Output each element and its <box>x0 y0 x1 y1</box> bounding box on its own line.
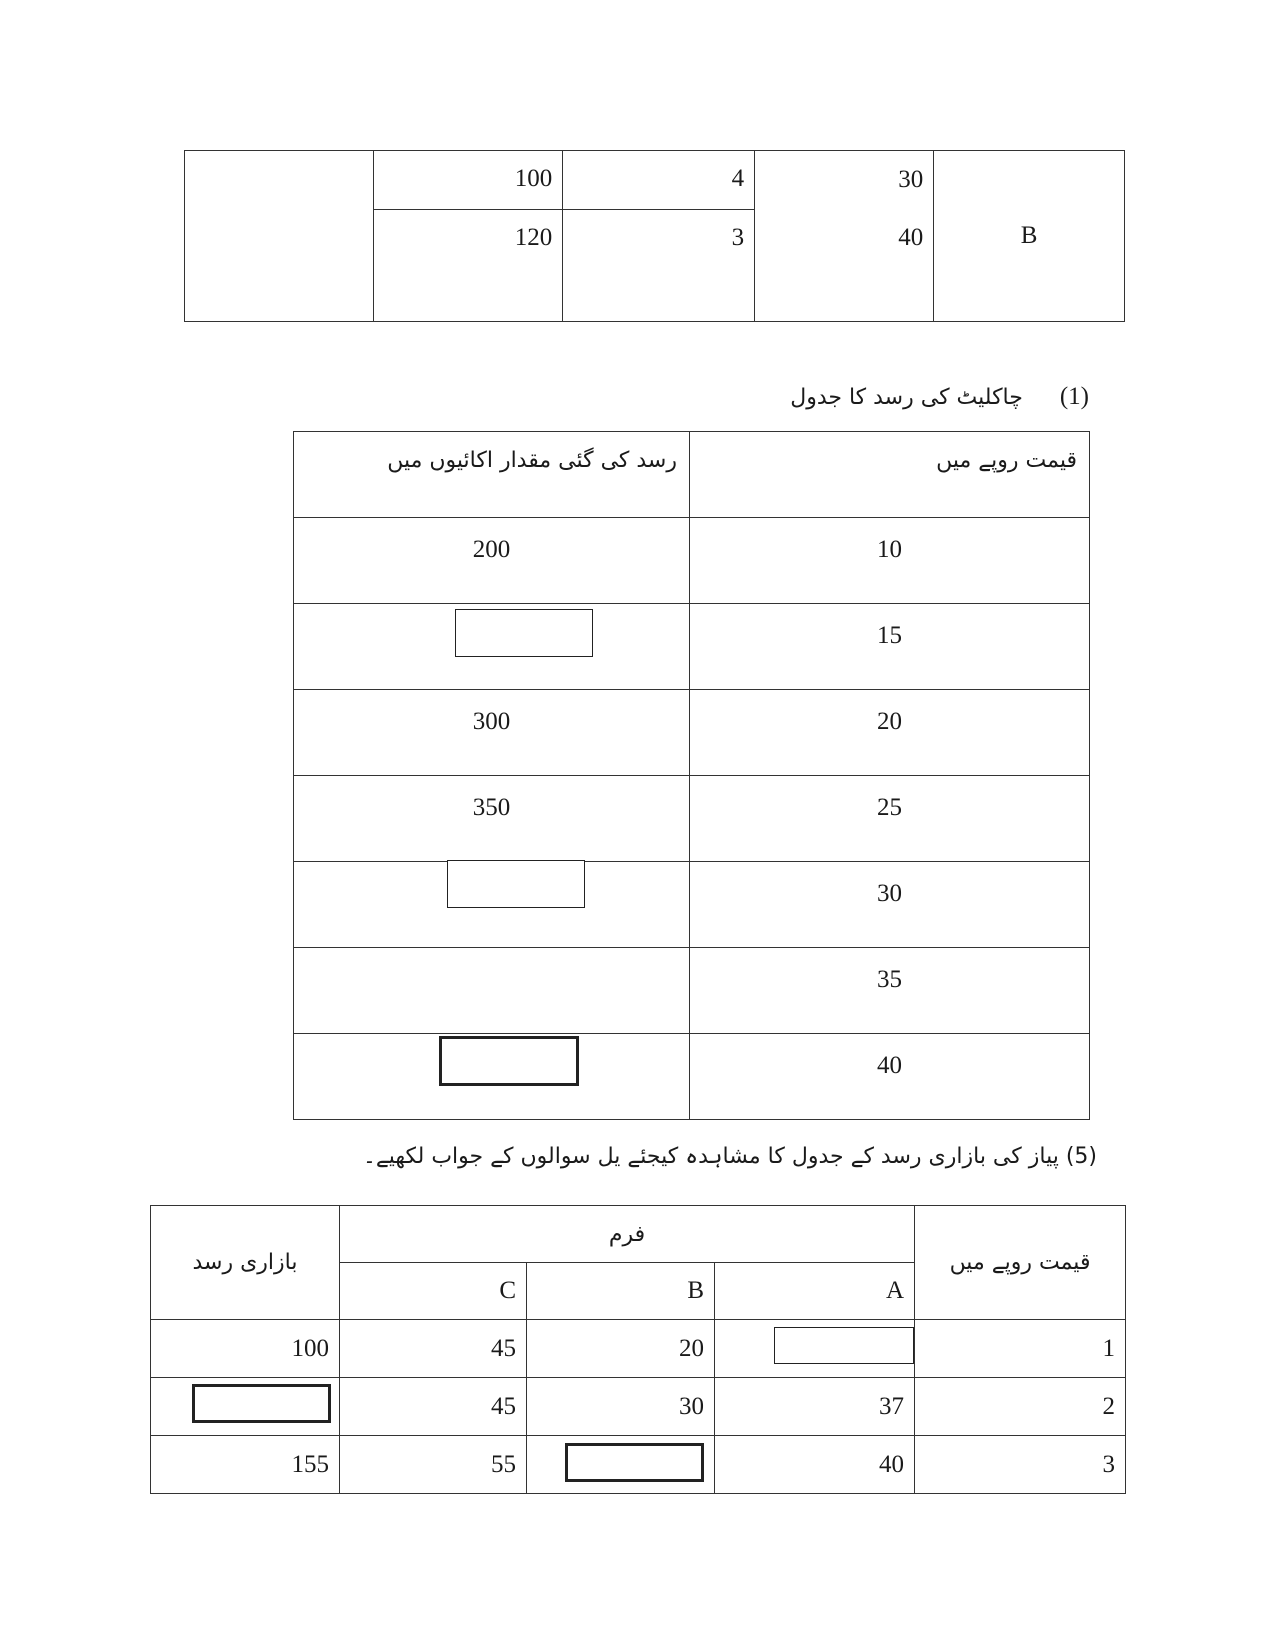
answer-box[interactable] <box>455 609 593 657</box>
section-1-heading <box>790 383 1089 411</box>
top-table-cell: 100 <box>373 151 563 210</box>
top-table-price: 40 <box>898 224 924 251</box>
header-market-supply: بازاری رسد <box>151 1206 340 1320</box>
price-cell: 40 <box>690 1034 1090 1120</box>
table-row <box>294 604 1090 690</box>
price-cell: 15 <box>690 604 1090 690</box>
section-5-heading: (5) پیاز کی بازاری رسد کے جدول کا مشاہدہ کیجئے یل سوالوں کے جواب لکھیے۔ <box>362 1144 1097 1169</box>
market-supply-cell: 155 <box>151 1436 340 1494</box>
quantity-cell <box>294 948 690 1034</box>
header-firm-c: C <box>340 1263 527 1320</box>
top-table-firm: B <box>934 151 1125 322</box>
answer-box[interactable] <box>774 1327 914 1364</box>
answer-box[interactable] <box>192 1384 331 1423</box>
firm-c-cell: 55 <box>340 1436 527 1494</box>
table-row <box>294 776 1090 862</box>
price-cell: 30 <box>690 862 1090 948</box>
top-table-price-cell <box>755 151 934 322</box>
quantity-cell: 300 <box>294 690 690 776</box>
table-row <box>294 518 1090 604</box>
answer-box[interactable] <box>439 1036 579 1086</box>
top-table-cell: 4 <box>563 151 755 210</box>
top-table-cell: 3 <box>563 210 755 322</box>
table-row <box>294 1034 1090 1120</box>
table-row <box>294 690 1090 776</box>
price-cell: 25 <box>690 776 1090 862</box>
table-row <box>151 1320 1126 1378</box>
answer-box[interactable] <box>447 860 585 908</box>
top-table <box>184 150 1125 322</box>
header-price: قیمت روپے میں <box>915 1206 1126 1320</box>
firm-a-cell: 37 <box>715 1378 915 1436</box>
header-quantity: رسد کی گئی مقدار اکائیوں میں <box>294 432 690 518</box>
header-firm: فرم <box>340 1206 915 1263</box>
table-row <box>294 948 1090 1034</box>
table-row <box>151 1378 1126 1436</box>
chocolate-supply-table <box>293 431 1090 1120</box>
price-cell: 2 <box>915 1378 1126 1436</box>
answer-box[interactable] <box>565 1443 704 1482</box>
top-table-price: 30 <box>898 166 924 193</box>
firm-c-cell: 45 <box>340 1320 527 1378</box>
market-supply-cell: 100 <box>151 1320 340 1378</box>
quantity-cell: 350 <box>294 776 690 862</box>
quantity-cell: 200 <box>294 518 690 604</box>
header-firm-a: A <box>715 1263 915 1320</box>
firm-c-cell: 45 <box>340 1378 527 1436</box>
table-row <box>151 1436 1126 1494</box>
price-cell: 35 <box>690 948 1090 1034</box>
section-1-title: چاکلیٹ کی رسد کا جدول <box>790 385 1023 410</box>
header-firm-b: B <box>527 1263 715 1320</box>
price-cell: 1 <box>915 1320 1126 1378</box>
price-cell: 10 <box>690 518 1090 604</box>
firm-b-cell: 30 <box>527 1378 715 1436</box>
onion-supply-table <box>150 1205 1126 1494</box>
price-cell: 20 <box>690 690 1090 776</box>
top-table-empty-cell <box>185 151 374 322</box>
price-cell: 3 <box>915 1436 1126 1494</box>
top-table-cell: 120 <box>373 210 563 322</box>
header-price: قیمت روپے میں <box>690 432 1090 518</box>
table-row <box>294 862 1090 948</box>
firm-b-cell: 20 <box>527 1320 715 1378</box>
section-1-number: (1) <box>1059 383 1089 410</box>
firm-a-cell: 40 <box>715 1436 915 1494</box>
